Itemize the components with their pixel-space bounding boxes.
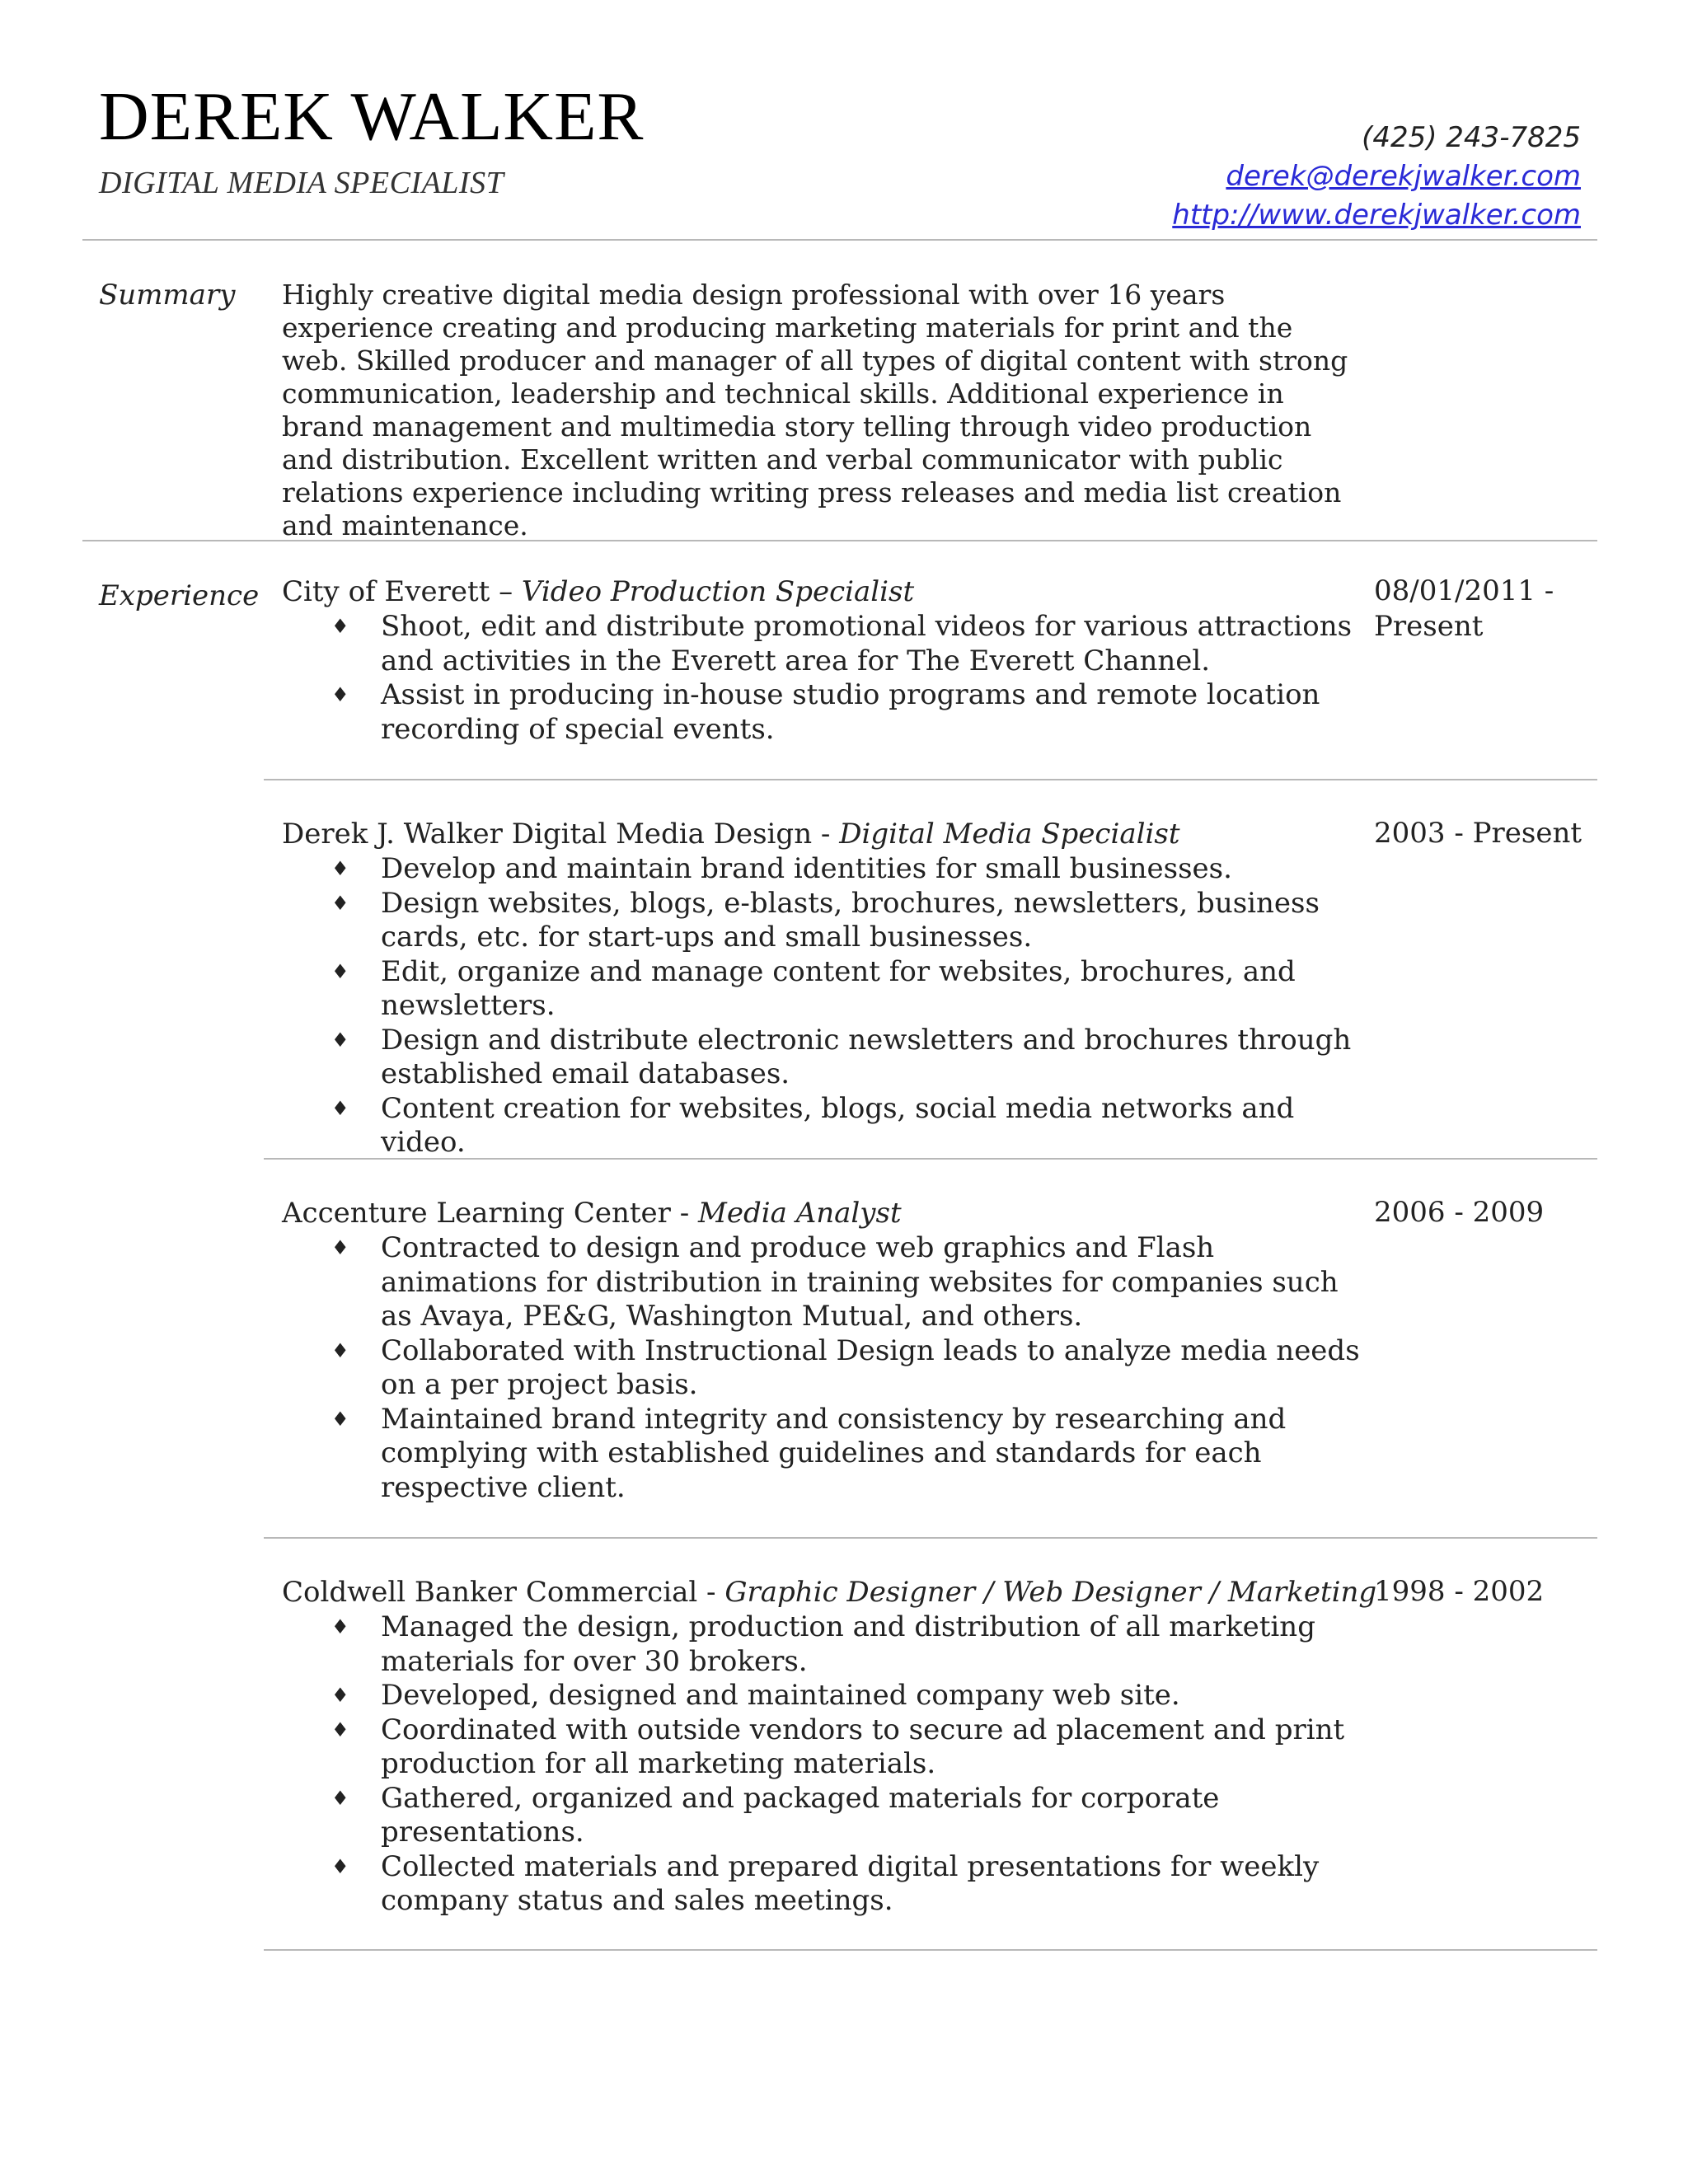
diamond-bullet-icon: ♦: [331, 615, 349, 638]
list-item: [282, 852, 1378, 887]
diamond-bullet-icon: ♦: [331, 1786, 349, 1810]
job-entry: [282, 816, 1601, 1160]
job-company: Coldwell Banker Commercial: [282, 1576, 698, 1609]
bullet-text: Shoot, edit and distribute promotional videos for various attractions and activities in the Everett area for The Everett Channel.: [381, 610, 1353, 677]
list-item: [282, 1850, 1378, 1919]
job-role: Media Analyst: [698, 1197, 902, 1230]
job-divider: [264, 1949, 1597, 1951]
diamond-bullet-icon: ♦: [331, 1236, 349, 1259]
bullet-text: Gathered, organized and packaged materials for corporate presentations.: [381, 1781, 1220, 1849]
contact-block: [1172, 119, 1581, 235]
job-entry: [282, 574, 1601, 747]
job-divider: [264, 779, 1597, 780]
candidate-title: DIGITAL MEDIA SPECIALIST: [99, 166, 504, 200]
bullet-text: Content creation for websites, blogs, social media networks and video.: [381, 1091, 1295, 1159]
bullet-text: Managed the design, production and distribution of all marketing materials for over 30 brokers.: [381, 1610, 1315, 1678]
job-separator: –: [490, 575, 522, 608]
diamond-bullet-icon: ♦: [331, 1684, 349, 1707]
list-item: [282, 1713, 1378, 1782]
job-bullets: [282, 1231, 1378, 1505]
summary-label: Summary: [99, 279, 236, 312]
bullet-text: Design and distribute electronic newsletters and brochures through established email databases.: [381, 1023, 1352, 1090]
list-item: [282, 1024, 1378, 1092]
bullet-text: Developed, designed and maintained company web site.: [381, 1679, 1180, 1712]
job-dates: [1374, 816, 1597, 851]
list-item: [282, 887, 1378, 955]
diamond-bullet-icon: ♦: [331, 891, 349, 915]
job-entry: [282, 1574, 1601, 1919]
website-link[interactable]: http://www.derekjwalker.com: [1172, 199, 1581, 232]
diamond-bullet-icon: ♦: [331, 1096, 349, 1120]
job-bullets: [282, 610, 1378, 747]
job-dates: [1374, 574, 1597, 644]
bullet-text: Develop and maintain brand identities for small businesses.: [381, 852, 1232, 885]
bullet-text: Coordinated with outside vendors to secure ad placement and print production for all marketing materials.: [381, 1713, 1345, 1780]
job-divider: [264, 1158, 1597, 1160]
job-entry: [282, 1195, 1601, 1505]
diamond-bullet-icon: ♦: [331, 1615, 349, 1638]
bullet-text: Design websites, blogs, e-blasts, brochures, newsletters, business cards, etc. for start-ups and small businesses.: [381, 886, 1320, 954]
job-date-start: 2006 - 2009: [1374, 1196, 1545, 1229]
job-dates: [1374, 1574, 1597, 1610]
list-item: [282, 1403, 1378, 1506]
bullet-text: Edit, organize and manage content for websites, brochures, and newsletters.: [381, 954, 1296, 1022]
list-item: [282, 1679, 1378, 1713]
header-divider: [82, 239, 1597, 241]
job-date-end: Present: [1374, 610, 1484, 643]
job-date-start: 2003 - Present: [1374, 817, 1582, 850]
job-role: Digital Media Specialist: [839, 818, 1180, 851]
list-item: [282, 1782, 1378, 1850]
list-item: [282, 1334, 1378, 1403]
job-company: City of Everett: [282, 575, 490, 608]
diamond-bullet-icon: ♦: [331, 683, 349, 706]
phone-number: (425) 243-7825: [1362, 121, 1581, 154]
job-date-start: 08/01/2011 -: [1374, 574, 1554, 607]
diamond-bullet-icon: ♦: [331, 857, 349, 880]
diamond-bullet-icon: ♦: [331, 959, 349, 983]
list-item: [282, 610, 1378, 678]
bullet-text: Assist in producing in-house studio programs and remote location recording of special events.: [381, 678, 1320, 746]
job-date-start: 1998 - 2002: [1374, 1575, 1545, 1608]
job-separator: -: [670, 1197, 699, 1230]
bullet-text: Collaborated with Instructional Design leads to analyze media needs on a per project basis.: [381, 1333, 1360, 1401]
job-role: Video Production Specialist: [521, 575, 915, 608]
job-separator: -: [697, 1576, 725, 1609]
list-item: [282, 1610, 1378, 1679]
job-divider: [264, 1537, 1597, 1539]
list-item: [282, 955, 1378, 1024]
diamond-bullet-icon: ♦: [331, 1028, 349, 1052]
job-company: Accenture Learning Center: [282, 1197, 671, 1230]
diamond-bullet-icon: ♦: [331, 1854, 349, 1878]
bullet-text: Collected materials and prepared digital presentations for weekly company status and sales meetings.: [381, 1849, 1320, 1917]
summary-text: Highly creative digital media design professional with over 16 years experience creating and producing marketing materials for print and the web. Skilled producer and manager of all types of digital content with strong communication, leadership and technical skills. Additional experience in brand management and multimedia story telling through video production and distribution. Excellent written and verbal communicator with public relations experience including writing press releases and media list creation and maintenance.: [282, 279, 1348, 541]
job-company: Derek J. Walker Digital Media Design: [282, 818, 813, 851]
job-dates: [1374, 1195, 1597, 1230]
job-role: Graphic Designer / Web Designer / Marketing: [724, 1576, 1377, 1609]
list-item: [282, 678, 1378, 747]
summary-divider: [82, 540, 1597, 541]
job-bullets: [282, 1610, 1378, 1919]
job-bullets: [282, 852, 1378, 1160]
list-item: [282, 1092, 1378, 1160]
bullet-text: Contracted to design and produce web graphics and Flash animations for distribution in training websites for companies such as Avaya, PE&G, Washington Mutual, and others.: [381, 1231, 1339, 1333]
diamond-bullet-icon: ♦: [331, 1718, 349, 1741]
email-link[interactable]: derek@derekjwalker.com: [1226, 160, 1581, 193]
diamond-bullet-icon: ♦: [331, 1338, 349, 1362]
bullet-text: Maintained brand integrity and consistency by researching and complying with established guidelines and standards for each respective client.: [381, 1402, 1287, 1504]
experience-label: Experience: [99, 579, 260, 612]
list-item: [282, 1231, 1378, 1334]
job-separator: -: [812, 818, 840, 851]
candidate-name: DEREK WALKER: [99, 78, 645, 155]
diamond-bullet-icon: ♦: [331, 1407, 349, 1431]
